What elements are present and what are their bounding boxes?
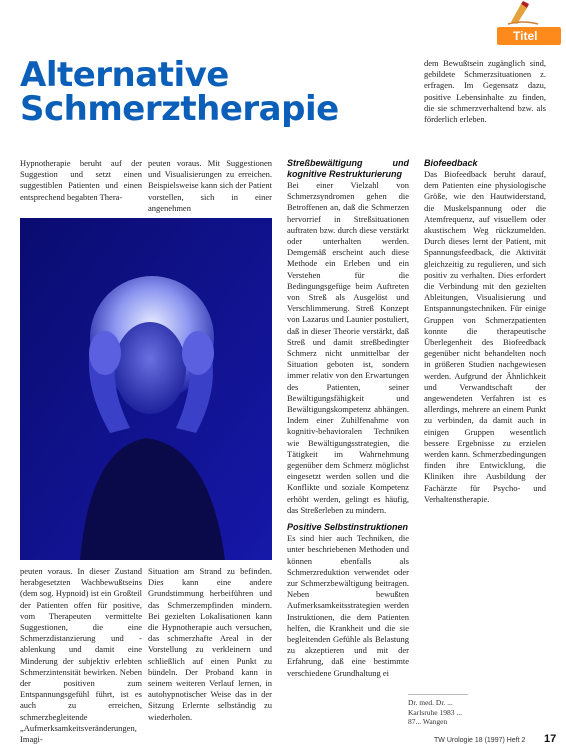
page-number: 17 <box>544 733 557 745</box>
title-line-1: Alternative <box>20 55 229 95</box>
section-label: Titel <box>513 29 538 43</box>
author-line: 87... Wangen <box>408 717 448 726</box>
subheading-biofeedback: Biofeedback <box>424 158 478 168</box>
subheading-stress: Streßbewältigung und kognitive Restrukturierung <box>287 158 409 179</box>
column-2-bottom <box>148 566 272 723</box>
footer-issue: TW Urologie 18 (1997) Heft 2 <box>434 737 526 744</box>
paragraph: Bei einer Vielzahl von Schmerzsyndromen gehen die Betroffenen an, daß die Schmerzen hervorrief in Streßsituationen auftraten bzw. durch diese verstärkt oder unterhalten werden. Demgemäß erscheint auch diese Methode ein Erleben und ein Verstehen für die Bedingungsgefüge beim Auftreten von Streß als Ausgelöst und Verschlimmerung. Streß Konzept von Lazarus und Launier postuliert, daß in dieser Theorie verstärkt, daß Streß und damit streßbedingter Schmerz nicht unmittelbar der Situation geboten ist, sondern immer relativ von den Erwartungen des Patienten, seiner Bewältigungsfähigkeit und Bewältigungskompetenz abhängen. Indem einer Zuhilfenahme von kognitiv-behavioralen Techniken wie Bewältigungsstrategien, die Tätigkeit im Wahrnehmung gegenüber dem Schmerz möglichst eingesetzt werden sollen und die Konflikte und soziale Kompetenz erhöht werden, gelingt es häufig, das Streßerleben zu mindern. <box>287 180 409 515</box>
paragraph: dem Bewußtsein zugänglich sind, gebildete Schmerzsituationen z. erfragen. Im Gegensatz dazu, positive Lebensinhalte zu finden, die sie schmerzverhaltend bzw. als förderlich erleben. <box>424 58 546 125</box>
paragraph: Es sind hier auch Techniken, die unter beschriebenen Methoden und können ebenfalls als Schmerzreduktion verwendet oder zur Schmerzbewältigung beitragen. Neben bewußten Aufmerksamkeitsstrategien werden Instruktionen, die dem Patienten helfen, die Krankheit und die sie begleitenden Gefühle als Belastung zu akzeptieren und mit der Erfahrung, daß eine bestimmte verschiedene Grundhaltung ei <box>287 533 409 678</box>
paragraph: Hypnotherapie beruht auf der Suggestion und setzt einen suggestiblen Patienten und einen entsprechend begabten Thera- <box>20 158 142 202</box>
page-title <box>20 55 339 129</box>
author-line: Karlsruhe 1983 ... <box>408 707 462 717</box>
author-divider <box>408 694 468 695</box>
column-2-top <box>148 158 272 214</box>
paragraph: Situation am Strand zu befinden. Dies kann eine andere Grundstimmung herbeiführen und das Schmerzempfinden mindern. Bei gezielten Lokalisationen kann die Hypnotherapie auch versuchen, das schmerzhafte Areal in der Vorstellung zu verkleinern und schließlich auf einen Punkt zu bündeln. Der Proband kann in seinem weiteren Verlauf lernen, in autohypnotischer Weise das in der Sitzung Erlernte selbständig zu wiederholen. <box>148 566 272 722</box>
column-1-top <box>20 158 142 203</box>
photo-illustration <box>20 218 272 560</box>
title-line-2: Schmerztherapie <box>20 89 339 129</box>
column-1-bottom <box>20 566 142 745</box>
column-4-biofeedback <box>424 158 546 505</box>
column-3 <box>287 158 409 679</box>
author-line: Dr. med. Dr. ... <box>408 698 453 707</box>
photo-woman-headache <box>20 218 272 560</box>
paragraph: Das Biofeedback beruht darauf, dem Patienten eine physiologische Größe, wie den Hautwiderstand, die Muskelspannung oder die Atemfrequenz, auf visuellem oder akustischem Weg rückzumelden. Durch dieses lernt der Patient, mit Spannungsfeedback, die Aktivität gleichzeitig zu regulieren, und sich positiv zu verhalten. Dies erfordert die Verbindung mit den gezielten Ableitungen, Visualisierung und Entspannungstechniken. Für einige Gruppen von Schmerzpatienten konnte die therapeutische Überlegenheit des Biofeedback gegenüber nicht behandelten noch in größeren Studien nachgewiesen werden. Aufgrund der Ähnlichkeit und Verwandtschaft der angewendeten Verfahren ist es allerdings, mehrere an einem Punkt zu verbinden, da damit auch in einigen Gruppen wesentlich bessere Ergebnisse zu erzielen werden kann. Schmerzbedingungen finden ihre Entwicklung, die Kliniken ihre Ausbildung der Fachärzte für Psycho- und Verhaltenstherapie. <box>424 169 546 504</box>
subheading-self-instructions: Positive Selbstinstruktionen <box>287 522 409 533</box>
paragraph: peuten voraus. Mit Suggestionen und Visualisierungen zu erreichen. Beispielsweise kann sich der Patient vorstellen, sich in einer angenehmen <box>148 158 272 213</box>
column-4 <box>424 58 546 125</box>
paragraph: peuten voraus. In dieser Zustand herabgesetzten Wachbewußtseins (dem sog. Hypnoid) ist ein Großteil der Patienten offen für positive, vom Therapeuten vermittelte Suggestionen, die eine Schmerzdistanzierung und -ablenkung und damit eine Minderung der subjektiv erlebten Schmerzintensität bewirken. Neben der positiven zum Entspannungsgefühl führt, ist es auch zu erreichen, schmerzbegleitende „Aufmerksamkeitsveränderungen, Imagi- <box>20 566 142 745</box>
author-address <box>408 698 462 727</box>
pen-ink-icon <box>505 0 541 26</box>
